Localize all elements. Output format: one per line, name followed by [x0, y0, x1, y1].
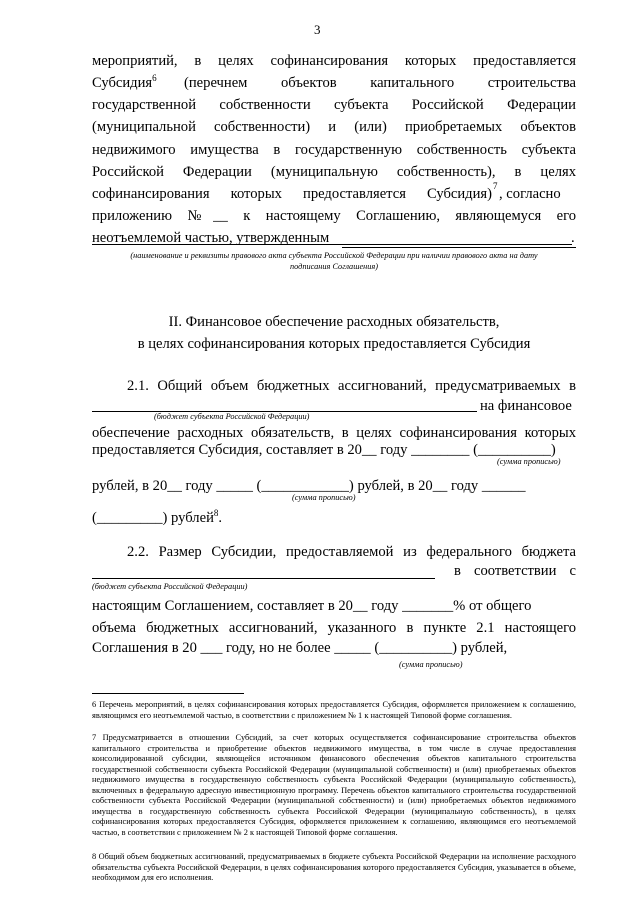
fill-line [92, 578, 435, 579]
page-number: 3 [314, 22, 321, 37]
text-fragment: , согласно [499, 186, 561, 202]
text-line: объема бюджетных ассигнований, указанного в пункте 2.1 настоящего [92, 620, 576, 636]
text-line [92, 75, 576, 92]
footnote: 7 Предусматривается в отношении Субсидий, за счет которых осуществляется софинансирование строительства объектов капитального строительства и приобретение объектов недвижимого имущества, в том числе в случае предоставления консолидированной субсидии, являющейся источником финансового обеспечения объектов капитального строительства государственной собственности субъекта Российской Федерации (муниципальной собственности) и (или) приобретаемых объектов недвижимого имущества в государственную собственность субъекта Российской Федерации (муниципальную собственность), включенных в федеральную адресную инвестиционную программу. Перечень объектов капитального строительства государственной собственности субъекта Российской Федерации (муниципальной собственности) и (или) приобретаемых объектов недвижимого имущества в государственную собственность субъекта Российской Федерации (муниципальную собственность), в целях софинансирования которых предоставляется Субсидия, оформляется приложением к соглашению, являющимся его неотъемлемой частью, в соответствии с приложением № 2 к настоящей Типовой форме соглашения. [92, 733, 576, 837]
fill-line [342, 247, 576, 248]
text-line: на финансовое [480, 398, 572, 414]
text-line [92, 510, 222, 527]
text-line: государственной собственности субъекта Российской Федерации [92, 97, 576, 113]
caption: подписания Соглашения) [289, 262, 379, 271]
caption: (сумма прописью) [292, 493, 356, 502]
text-line: рублей, в 20__ году _____ (____________) рублей, в 20__ году ______ [92, 478, 526, 494]
text-line: 2.2. Размер Субсидии, предоставляемой из федерального бюджета [127, 544, 576, 560]
caption: (бюджет субъекта Российской Федерации) [92, 582, 248, 591]
text-line: предоставляется Субсидия, составляет в 20__ году ________ (__________) [92, 442, 556, 458]
text-line: недвижимого имущества в государственную собственность субъекта [92, 142, 576, 158]
caption: (сумма прописью) [399, 660, 463, 669]
caption: (сумма прописью) [497, 457, 561, 466]
fill-line [92, 244, 572, 245]
footnote: 8 Общий объем бюджетных ассигнований, предусматриваемых в бюджете субъекта Российской Федерации на исполнение расходного обязательства субъекта Российской Федерации, в целях софинансирования которого предоставляется Субсидия, указывается в объеме, необходимом для его исполнения. [92, 852, 576, 882]
text-fragment: (перечнем объектов капитального строительства [184, 75, 576, 91]
caption: (бюджет субъекта Российской Федерации) [154, 412, 310, 421]
footnote: 6 Перечень мероприятий, в целях софинансирования которых предоставляется Субсидия, оформляется приложением к соглашению, являющимся его неотъемлемой частью, в соответствии с приложением № 1 к настоящей Типовой форме соглашения. [92, 700, 576, 720]
text-line: . [571, 230, 575, 246]
text-line: мероприятий, в целях софинансирования которых предоставляется [92, 53, 576, 69]
footnote-ref: 8 [213, 508, 219, 519]
caption: (наименование и реквизиты правового акта субъекта Российской Федерации при наличии правового акта на дату [130, 251, 538, 260]
text-fragment: софинансирования которых предоставляется Субсидия) [92, 186, 492, 202]
footnote-ref: 6 [152, 73, 157, 84]
text-line: Российской Федерации (муниципальную собственность), в целях [92, 164, 576, 180]
text-fragment: . [218, 510, 223, 526]
text-line: (муниципальной собственности) и (или) приобретаемых объектов [92, 119, 576, 135]
text-fragment: Субсидия [92, 75, 153, 91]
text-line: неотъемлемой частью, утвержденным [92, 230, 330, 246]
text-line: настоящим Соглашением, составляет в 20__ году _______% от общего [92, 598, 532, 614]
footnote-ref: 7 [493, 181, 498, 191]
footnote-separator [92, 693, 244, 694]
text-line: Соглашения в 20 ___ году, но не более _____ (__________) рублей, [92, 640, 508, 656]
section-title: II. Финансовое обеспечение расходных обязательств, [168, 314, 500, 330]
text-line: обеспечение расходных обязательств, в целях софинансирования которых [92, 425, 576, 441]
text-line: приложению №__ к настоящему Соглашению, являющемуся его [92, 208, 576, 224]
text-line: 2.1. Общий объем бюджетных ассигнований, предусматриваемых в [127, 378, 576, 394]
text-line: в соответствии с [454, 563, 576, 579]
text-fragment: (_________) рублей [92, 510, 214, 526]
section-title: в целях софинансирования которых предоставляется Субсидия [137, 336, 531, 352]
